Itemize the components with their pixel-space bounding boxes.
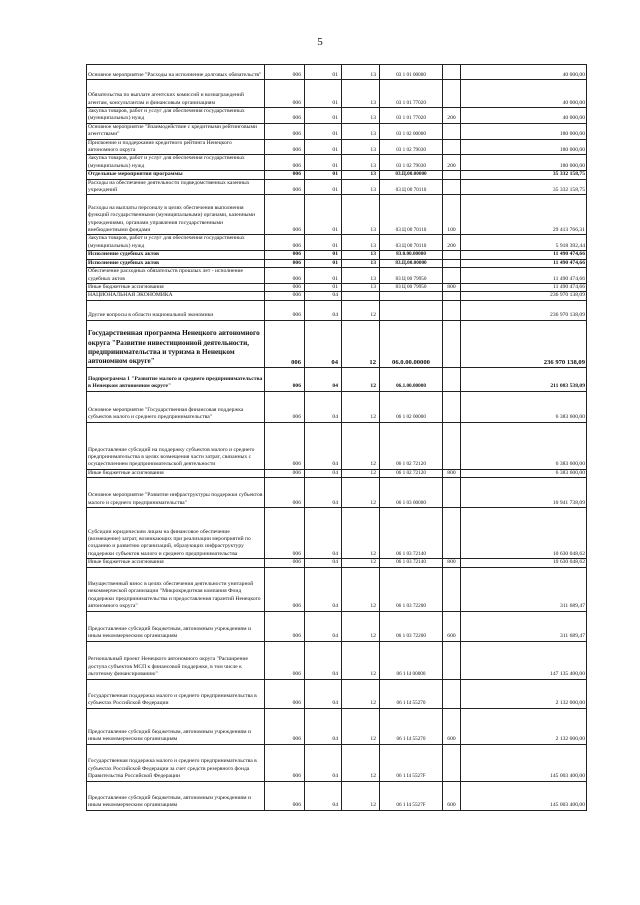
row-expense-type — [443, 179, 461, 195]
row-target-code: 03 1 01 77020 — [380, 80, 443, 108]
row-target-code: 06 1 02 72120 — [380, 422, 443, 469]
row-expense-type — [443, 679, 461, 708]
row-section: 04 — [305, 559, 342, 567]
table-row — [87, 781, 587, 810]
row-amount: 2 132 000,00 — [461, 708, 587, 744]
row-target-code: 06.1.00.00000 — [380, 367, 443, 391]
row-subsection: 12 — [342, 611, 380, 641]
row-expense-type — [443, 478, 461, 508]
row-amount: 29 413 766,31 — [461, 195, 587, 235]
row-ministry: 006 — [265, 391, 305, 422]
row-subsection: 13 — [342, 283, 380, 291]
row-ministry: 006 — [265, 283, 305, 291]
row-target-code: 03 1 02 79030 — [380, 139, 443, 155]
row-expense-type — [443, 251, 461, 259]
row-name: Предоставление субсидий бюджетным, автономным учреждениям и иным некоммерческим организациям — [87, 708, 265, 744]
row-subsection: 12 — [342, 744, 380, 781]
table-row — [87, 300, 587, 320]
table-row — [87, 567, 587, 611]
row-name: Иные бюджетные ассигнования — [87, 559, 265, 567]
row-ministry: 006 — [265, 478, 305, 508]
row-ministry: 006 — [265, 559, 305, 567]
row-section: 01 — [305, 251, 342, 259]
row-section: 04 — [305, 781, 342, 810]
row-subsection: 12 — [342, 559, 380, 567]
row-name: Закупка товаров, работ и услуг для обеспечения государственных (муниципальных) нужд — [87, 235, 265, 251]
row-amount: 180 000,00 — [461, 139, 587, 155]
row-target-code: 06 1 I4 00000 — [380, 641, 443, 679]
row-target-code: 03.Ц.00.00000 — [380, 171, 443, 179]
row-name: Обязательства по выплате агентских комиссий и вознаграждений агентам, консультантам и финансовым организациям — [87, 80, 265, 108]
row-target-code: 06 1 03 72200 — [380, 611, 443, 641]
row-target-code: 03 Ц 00 70110 — [380, 179, 443, 195]
row-amount: 11 490 474,66 — [461, 259, 587, 267]
table-row — [87, 292, 587, 300]
row-ministry: 006 — [265, 155, 305, 171]
row-ministry: 006 — [265, 508, 305, 559]
row-subsection: 13 — [342, 179, 380, 195]
row-name: Присвоение и поддержание кредитного рейтинга Ненецкого автономного округа — [87, 139, 265, 155]
row-subsection: 12 — [342, 300, 380, 320]
row-amount: 35 332 158,75 — [461, 179, 587, 195]
row-ministry: 006 — [265, 300, 305, 320]
row-target-code: 03 1 02 00000 — [380, 123, 443, 139]
row-subsection: 12 — [342, 478, 380, 508]
row-subsection: 13 — [342, 251, 380, 259]
table-row — [87, 235, 587, 251]
row-section: 01 — [305, 283, 342, 291]
row-target-code: 06 1 03 72140 — [380, 508, 443, 559]
row-expense-type — [443, 139, 461, 155]
row-section: 01 — [305, 80, 342, 108]
row-target-code: 06 1 I4 55270 — [380, 679, 443, 708]
row-ministry: 006 — [265, 195, 305, 235]
row-subsection: 13 — [342, 268, 380, 284]
row-amount: 10 630 048,62 — [461, 559, 587, 567]
row-ministry: 006 — [265, 139, 305, 155]
table-row — [87, 508, 587, 559]
row-section: 01 — [305, 123, 342, 139]
row-target-code: 06 1 02 72120 — [380, 469, 443, 477]
row-section: 04 — [305, 422, 342, 469]
row-section: 01 — [305, 195, 342, 235]
table-row — [87, 679, 587, 708]
row-ministry: 006 — [265, 259, 305, 267]
row-target-code — [380, 292, 443, 300]
table-row — [87, 195, 587, 235]
row-subsection: 13 — [342, 80, 380, 108]
row-amount: 145 003 400,00 — [461, 744, 587, 781]
row-amount: 10 630 048,62 — [461, 508, 587, 559]
row-subsection: 12 — [342, 679, 380, 708]
row-expense-type — [443, 391, 461, 422]
row-section: 04 — [305, 320, 342, 367]
table-row — [87, 139, 587, 155]
table-row — [87, 171, 587, 179]
row-name: Основное мероприятие "Расходы на исполнение долговых обязательств" — [87, 65, 265, 80]
table-body — [87, 65, 587, 811]
row-target-code: 83.0.00.00000 — [380, 251, 443, 259]
row-expense-type — [443, 320, 461, 367]
row-section: 01 — [305, 139, 342, 155]
row-section: 04 — [305, 611, 342, 641]
budget-table — [86, 64, 587, 811]
row-name: Основное мероприятие "Государственная финансовая поддержка субъектов малого и среднего предпринимательства" — [87, 391, 265, 422]
row-subsection: 12 — [342, 567, 380, 611]
row-ministry: 006 — [265, 781, 305, 810]
row-amount: 145 003 400,00 — [461, 781, 587, 810]
row-subsection: 12 — [342, 320, 380, 367]
row-expense-type: 200 — [443, 108, 461, 124]
row-ministry: 006 — [265, 641, 305, 679]
row-section: 04 — [305, 508, 342, 559]
row-expense-type: 600 — [443, 708, 461, 744]
row-target-code: 06 1 I4 5527F — [380, 744, 443, 781]
row-name: Региональный проект Ненецкого автономного округа "Расширение доступа субъектов МСП к финансовой поддержке, в том числе к льготному финансированию" — [87, 641, 265, 679]
row-amount: 236 970 138,09 — [461, 320, 587, 367]
row-name: Субсидии юридическим лицам на финансовое обеспечение (возмещение) затрат, возникающих при реализации мероприятий по созданию и развитию организаций, образующих инфраструктуру поддержки субъектов малого и среднего предпринимательства — [87, 508, 265, 559]
row-section: 04 — [305, 469, 342, 477]
table-row — [87, 259, 587, 267]
row-section: 04 — [305, 708, 342, 744]
row-section: 01 — [305, 65, 342, 80]
row-target-code: 06 1 03 72140 — [380, 559, 443, 567]
row-name: НАЦИОНАЛЬНАЯ ЭКОНОМИКА — [87, 292, 265, 300]
row-target-code: 06 1 I4 5527F — [380, 781, 443, 810]
row-ministry: 006 — [265, 367, 305, 391]
row-amount: 5 918 392,44 — [461, 235, 587, 251]
row-name: Предоставление субсидий бюджетным, автономным учреждениям и иным некоммерческим организациям — [87, 611, 265, 641]
table-row — [87, 641, 587, 679]
row-amount: 236 970 138,09 — [461, 292, 587, 300]
row-ministry: 006 — [265, 268, 305, 284]
row-ministry: 006 — [265, 744, 305, 781]
row-section: 01 — [305, 171, 342, 179]
page-number: 5 — [317, 36, 323, 48]
row-ministry: 006 — [265, 611, 305, 641]
row-expense-type — [443, 744, 461, 781]
row-expense-type: 800 — [443, 559, 461, 567]
row-amount: 311 689,47 — [461, 567, 587, 611]
row-ministry: 006 — [265, 679, 305, 708]
row-target-code: 06 1 03 72200 — [380, 567, 443, 611]
row-target-code: 03 1 01 77020 — [380, 108, 443, 124]
row-target-code: 06 1 02 00000 — [380, 391, 443, 422]
row-name: Закупка товаров, работ и услуг для обеспечения государственных (муниципальных) нужд — [87, 155, 265, 171]
row-subsection: 12 — [342, 391, 380, 422]
row-target-code: 06 1 03 00000 — [380, 478, 443, 508]
table-row — [87, 478, 587, 508]
table-row — [87, 611, 587, 641]
table-row — [87, 320, 587, 367]
row-subsection: 12 — [342, 422, 380, 469]
row-subsection: 13 — [342, 195, 380, 235]
row-expense-type: 200 — [443, 155, 461, 171]
row-subsection: 12 — [342, 367, 380, 391]
row-ministry: 006 — [265, 171, 305, 179]
row-expense-type — [443, 641, 461, 679]
row-ministry: 006 — [265, 567, 305, 611]
row-name: Исполнение судебных актов — [87, 259, 265, 267]
row-name: Государственная программа Ненецкого автономного округа "Развитие инвестиционной деятельности, предпринимательства и туризма в Ненецком автономном округе" — [87, 320, 265, 367]
row-ministry: 006 — [265, 179, 305, 195]
row-name: Иные бюджетные ассигнования — [87, 469, 265, 477]
row-name: Государственная поддержка малого и среднего предпринимательства в субъектах Российской Федерации за счет средств резервного фонда Правительства Российской Федерации — [87, 744, 265, 781]
row-amount: 11 490 474,66 — [461, 283, 587, 291]
row-section: 01 — [305, 268, 342, 284]
row-subsection: 13 — [342, 108, 380, 124]
row-target-code: 83.Ц.00.00000 — [380, 259, 443, 267]
row-expense-type — [443, 80, 461, 108]
row-amount: 6 383 600,00 — [461, 391, 587, 422]
row-section: 04 — [305, 300, 342, 320]
row-amount: 40 000,00 — [461, 80, 587, 108]
row-section: 04 — [305, 478, 342, 508]
row-expense-type — [443, 123, 461, 139]
row-ministry: 006 — [265, 422, 305, 469]
row-amount: 11 490 474,66 — [461, 268, 587, 284]
table-row — [87, 108, 587, 124]
row-section: 01 — [305, 108, 342, 124]
row-name: Подпрограмма 1 "Развитие малого и среднего предпринимательства в Ненецком автономном округе" — [87, 367, 265, 391]
row-name: Государственная поддержка малого и среднего предпринимательства в субъектах Российской Федерации — [87, 679, 265, 708]
row-ministry: 006 — [265, 292, 305, 300]
row-expense-type: 100 — [443, 195, 461, 235]
row-amount: 2 132 000,00 — [461, 679, 587, 708]
row-ministry: 006 — [265, 235, 305, 251]
row-amount: 180 000,00 — [461, 123, 587, 139]
row-name: Основное мероприятие "Взаимодействие с кредитными рейтинговыми агентствами" — [87, 123, 265, 139]
row-name: Предоставление субсидий бюджетным, автономным учреждениям и иным некоммерческим организациям — [87, 781, 265, 810]
row-ministry: 006 — [265, 108, 305, 124]
table-row — [87, 179, 587, 195]
row-ministry: 006 — [265, 320, 305, 367]
row-expense-type — [443, 292, 461, 300]
row-section: 04 — [305, 391, 342, 422]
row-amount: 40 000,00 — [461, 108, 587, 124]
table-row — [87, 123, 587, 139]
table-row — [87, 283, 587, 291]
row-ministry: 006 — [265, 251, 305, 259]
table-row — [87, 469, 587, 477]
row-target-code: 03 Ц 00 70110 — [380, 195, 443, 235]
row-amount: 6 383 600,00 — [461, 422, 587, 469]
row-expense-type: 600 — [443, 781, 461, 810]
table-row — [87, 80, 587, 108]
row-expense-type — [443, 367, 461, 391]
row-subsection: 13 — [342, 139, 380, 155]
row-target-code: 83 Ц 00 79950 — [380, 283, 443, 291]
row-section: 04 — [305, 744, 342, 781]
row-ministry: 006 — [265, 80, 305, 108]
row-amount: 6 383 600,00 — [461, 469, 587, 477]
row-subsection: 12 — [342, 708, 380, 744]
row-subsection: 13 — [342, 171, 380, 179]
row-subsection: 12 — [342, 641, 380, 679]
row-expense-type — [443, 300, 461, 320]
row-amount: 40 000,00 — [461, 65, 587, 80]
row-name: Обеспечение расходных обязательств прошлых лет - исполнение судебных актов — [87, 268, 265, 284]
row-expense-type: 800 — [443, 283, 461, 291]
row-section: 01 — [305, 179, 342, 195]
row-subsection: 13 — [342, 65, 380, 80]
row-expense-type: 800 — [443, 469, 461, 477]
row-expense-type: 600 — [443, 611, 461, 641]
row-subsection: 13 — [342, 155, 380, 171]
row-ministry: 006 — [265, 708, 305, 744]
row-target-code: 03 Ц 00 70110 — [380, 235, 443, 251]
row-subsection: 12 — [342, 781, 380, 810]
row-expense-type — [443, 171, 461, 179]
row-expense-type — [443, 508, 461, 559]
row-name: Закупка товаров, работ и услуг для обеспечения государственных (муниципальных) нужд — [87, 108, 265, 124]
row-name: Основное мероприятие "Развитие инфраструктуры поддержки субъектов малого и среднего предпринимательства" — [87, 478, 265, 508]
row-target-code: 03 1 02 79030 — [380, 155, 443, 171]
row-target-code: 83 Ц 00 79950 — [380, 268, 443, 284]
row-expense-type: 200 — [443, 235, 461, 251]
table-row — [87, 744, 587, 781]
row-expense-type — [443, 65, 461, 80]
row-amount: 311 689,47 — [461, 611, 587, 641]
row-target-code: 06.0.00.00000 — [380, 320, 443, 367]
row-subsection: 13 — [342, 259, 380, 267]
row-target-code: 06 1 I4 55270 — [380, 708, 443, 744]
row-subsection — [342, 292, 380, 300]
row-name: Другие вопросы в области национальной экономики — [87, 300, 265, 320]
row-ministry: 006 — [265, 469, 305, 477]
row-amount: 35 332 158,75 — [461, 171, 587, 179]
row-section: 04 — [305, 292, 342, 300]
row-section: 04 — [305, 641, 342, 679]
row-name: Расходы на обеспечение деятельности подведомственных казенных учреждений — [87, 179, 265, 195]
row-subsection: 12 — [342, 508, 380, 559]
row-section: 04 — [305, 367, 342, 391]
row-section: 04 — [305, 679, 342, 708]
row-name: Предоставление субсидий на поддержку субъектов малого и среднего предпринимательства в целях возмещения части затрат, связанных с осуществлением предпринимательской деятельности — [87, 422, 265, 469]
table-row — [87, 155, 587, 171]
row-subsection: 12 — [342, 469, 380, 477]
row-name: Исполнение судебных актов — [87, 251, 265, 259]
row-expense-type — [443, 422, 461, 469]
row-expense-type — [443, 268, 461, 284]
row-subsection: 13 — [342, 123, 380, 139]
row-name: Имущественный взнос в целях обеспечения деятельности унитарной некоммерческой организации "Микрокредитная компания Фонд поддержки предпринимательства и предоставления гарантий Ненецкого автономного округа" — [87, 567, 265, 611]
table-row — [87, 391, 587, 422]
row-ministry: 006 — [265, 123, 305, 139]
row-name: Расходы на выплаты персоналу в целях обеспечения выполнения функций государственными (муниципальными) органами, казенными учреждениями, органами управления государственными внебюджетными фондами — [87, 195, 265, 235]
row-subsection: 13 — [342, 235, 380, 251]
table-row — [87, 559, 587, 567]
table-row — [87, 422, 587, 469]
row-section: 01 — [305, 155, 342, 171]
row-expense-type — [443, 259, 461, 267]
row-section: 01 — [305, 235, 342, 251]
row-target-code: 03 1 01 00000 — [380, 65, 443, 80]
row-name: Отдельные мероприятия программы — [87, 171, 265, 179]
row-amount: 147 135 400,00 — [461, 641, 587, 679]
row-name: Иные бюджетные ассигнования — [87, 283, 265, 291]
row-amount: 211 083 538,09 — [461, 367, 587, 391]
row-section: 04 — [305, 567, 342, 611]
table-row — [87, 367, 587, 391]
row-amount: 11 490 474,66 — [461, 251, 587, 259]
row-target-code — [380, 300, 443, 320]
table-row — [87, 251, 587, 259]
row-amount: 236 970 138,09 — [461, 300, 587, 320]
row-section: 01 — [305, 259, 342, 267]
table-row — [87, 708, 587, 744]
table-row — [87, 65, 587, 80]
row-amount: 10 941 738,09 — [461, 478, 587, 508]
table-row — [87, 268, 587, 284]
row-ministry: 006 — [265, 65, 305, 80]
row-expense-type — [443, 567, 461, 611]
row-amount: 180 000,00 — [461, 155, 587, 171]
